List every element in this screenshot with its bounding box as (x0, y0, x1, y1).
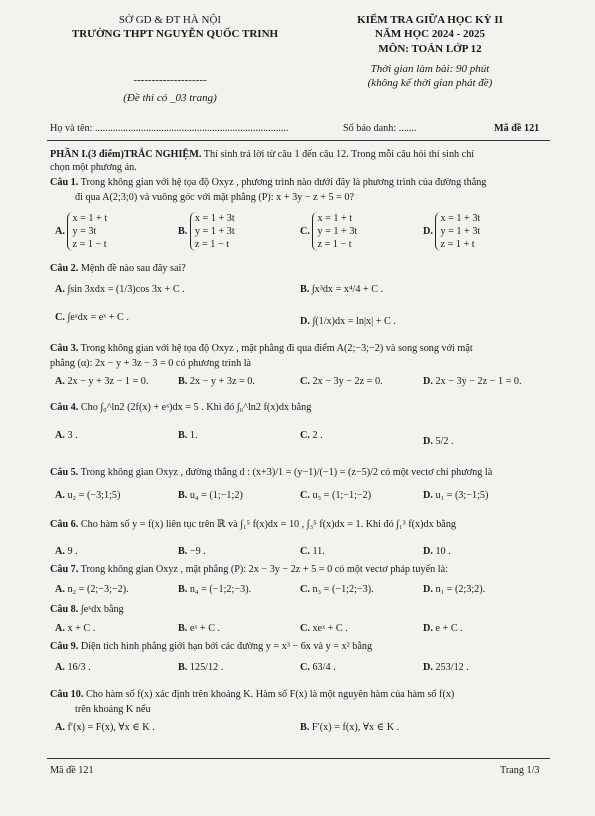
option-label: B. (178, 376, 188, 387)
q2-option-b[interactable] (300, 284, 383, 295)
q3-text-2: phẳng (α): 2x − y + 3z − 3 = 0 có phương trình là (50, 358, 252, 369)
q4-option-c[interactable] (300, 430, 323, 441)
option-label: D. (423, 490, 433, 501)
option-text: ∫x³dx = x⁴/4 + C . (311, 284, 384, 295)
q6-option-b[interactable] (178, 546, 206, 557)
footer-page-number: Trang 1/3 (500, 765, 540, 776)
option-label: D. (423, 623, 433, 634)
option-text: 9 . (67, 546, 78, 557)
q5-option-c[interactable] (300, 490, 371, 501)
q4-text: Cho ∫₀^ln2 (2f(x) + eˣ)dx = 5 . Khi đó ∫₀^ln2 f(x)dx bằng (78, 402, 312, 413)
header-dashes: -------------------- (133, 74, 207, 86)
option-label: C. (300, 430, 310, 441)
q10-text-2: trên khoảng K nếu (75, 704, 151, 715)
option-label: B. (178, 662, 188, 673)
eq-line: y = 1 + 3t (317, 226, 358, 237)
option-label: D. (423, 662, 433, 673)
option-text: 1. (189, 430, 198, 441)
pages-note: (Đề thi có _03 trang) (123, 92, 217, 104)
q1-option-d[interactable] (423, 212, 480, 251)
q3-option-b[interactable] (178, 376, 255, 387)
option-text: u₃ = (1;−1;−2) (312, 490, 372, 501)
question-3 (50, 342, 473, 355)
q8-number: Câu 8. (50, 604, 79, 615)
equation-system (435, 212, 480, 251)
q6-option-c[interactable] (300, 546, 325, 557)
equation-system (190, 212, 235, 251)
option-text: n₄ = (−1;2;−3). (189, 584, 252, 595)
option-label: B. (178, 623, 188, 634)
option-text: f′(x) = F(x), ∀x ∈ K . (67, 722, 155, 733)
q7-option-c[interactable] (300, 584, 374, 595)
option-label: D. (423, 436, 433, 447)
q9-text: Diện tích hình phẳng giới hạn bởi các đường y = x³ − 6x và y = x² bằng (78, 641, 373, 652)
q2-text: Mệnh đề nào sau đây sai? (78, 263, 186, 274)
q8-option-b[interactable] (178, 623, 220, 634)
option-text: 63/4 . (312, 662, 336, 673)
q4-option-d[interactable] (423, 436, 454, 447)
q10-text: Cho hàm số f(x) xác định trên khoảng K. Hàm số F(x) là một nguyên hàm của hàm số f(x) (83, 689, 455, 700)
q3-text: Trong không gian với hệ tọa độ Oxyz , mặt phẳng đi qua điểm A(2;−3;−2) và song song với mặt (78, 343, 473, 354)
option-label: A. (55, 430, 65, 441)
eq-line: y = 1 + 3t (194, 226, 235, 237)
option-text: −9 . (189, 546, 206, 557)
school-name: TRƯỜNG THPT NGUYỄN QUỐC TRINH (71, 28, 279, 40)
option-label: C. (300, 662, 310, 673)
q5-text: Trong không gian Oxyz , đường thẳng d : (x+3)/1 = (y−1)/(−1) = (z−5)/2 có một vectơ chỉ phương là (78, 467, 493, 478)
question-6 (50, 518, 456, 531)
q1-option-c[interactable] (300, 212, 357, 251)
q2-option-d[interactable] (300, 316, 396, 327)
exam-title: KIỂM TRA GIỮA HỌC KỲ II (357, 14, 503, 26)
option-text: 11. (312, 546, 325, 557)
q2-option-c[interactable] (55, 312, 129, 323)
option-text: 5/2 . (435, 436, 454, 447)
option-label: C. (300, 376, 310, 387)
question-1 (50, 176, 486, 189)
time-note: (không kể thời gian phát đề) (367, 77, 493, 89)
q7-option-a[interactable] (55, 584, 129, 595)
option-text: 2x − y + 3z = 0. (189, 376, 255, 387)
option-label: C. (300, 225, 310, 237)
option-label: A. (55, 225, 65, 237)
eq-line: y = 1 + 3t (440, 226, 481, 237)
option-label: B. (178, 546, 188, 557)
option-text: 3 . (67, 430, 78, 441)
q2-option-a[interactable] (55, 284, 185, 295)
section-instr-2: chọn một phương án. (50, 162, 137, 173)
option-text: u₁ = (3;−1;5) (435, 490, 489, 501)
question-2 (50, 262, 186, 275)
equation-system (312, 212, 357, 251)
option-text: 2x − 3y − 2z = 0. (312, 376, 383, 387)
question-9 (50, 640, 372, 653)
q9-number: Câu 9. (50, 641, 79, 652)
q8-option-a[interactable] (55, 623, 95, 634)
q3-option-a[interactable] (55, 376, 148, 387)
q4-number: Câu 4. (50, 402, 79, 413)
option-label: D. (423, 546, 433, 557)
question-8 (50, 603, 124, 616)
option-text: e + C . (435, 623, 463, 634)
subject: MÔN: TOÁN LỚP 12 (378, 43, 482, 55)
time-limit: Thời gian làm bài: 90 phút (370, 63, 490, 75)
option-label: A. (55, 284, 65, 295)
department-name: SỞ GD & ĐT HÀ NỘI (118, 14, 222, 26)
option-text: x + C . (67, 623, 96, 634)
question-5 (50, 466, 492, 479)
section-title: PHẦN I.(3 điểm)TRẮC NGHIỆM. (50, 149, 202, 160)
question-10 (50, 688, 454, 701)
option-text: n₃ = (−1;2;−3). (312, 584, 374, 595)
eq-line: z = 1 − t (72, 239, 107, 250)
option-label: A. (55, 490, 65, 501)
q10-number: Câu 10. (50, 689, 84, 700)
option-text: 2 . (312, 430, 323, 441)
student-name-field: Họ và tên: ............................................................................ (50, 123, 289, 134)
q1-option-b[interactable] (178, 212, 235, 251)
option-label: B. (178, 225, 188, 237)
eq-line: z = 1 − t (194, 239, 230, 250)
option-label: B. (300, 722, 310, 733)
option-text: xeˣ + C . (312, 623, 348, 634)
question-4 (50, 401, 311, 414)
q1-text: Trong không gian với hệ tọa độ Oxyz , phương trình nào dưới đây là phương trình của đường thẳng (78, 177, 487, 188)
option-text: u₂ = (−3;1;5) (67, 490, 121, 501)
q7-number: Câu 7. (50, 564, 79, 575)
option-text: u₄ = (1;−1;2) (189, 490, 243, 501)
option-label: D. (300, 316, 310, 327)
eq-line: z = 1 − t (317, 239, 352, 250)
option-text: ∫sin 3xdx = (1/3)cos 3x + C . (67, 284, 185, 295)
q7-text: Trong không gian Oxyz , mặt phẳng (P): 2x − 3y − 2z + 5 = 0 có một vectơ pháp tuyến là: (78, 564, 448, 575)
eq-line: z = 1 + t (440, 239, 475, 250)
eq-line: y = 3t (72, 226, 97, 237)
q6-text: Cho hàm số y = f(x) liên tục trên ℝ và ∫₁⁵ f(x)dx = 10 , ∫₃⁵ f(x)dx = 1. Khi đó ∫₁³ f(x)dx bằng (78, 519, 457, 530)
q6-option-d[interactable] (423, 546, 451, 557)
option-label: A. (55, 623, 65, 634)
q1-number: Câu 1. (50, 177, 79, 188)
footer-exam-code: Mã đề 121 (50, 765, 94, 776)
option-label: A. (55, 722, 65, 733)
option-text: 10 . (435, 546, 451, 557)
q6-option-a[interactable] (55, 546, 78, 557)
option-label: A. (55, 662, 65, 673)
option-text: 125/12 . (189, 662, 224, 673)
option-label: B. (178, 490, 188, 501)
option-label: A. (55, 376, 65, 387)
option-label: B. (300, 284, 310, 295)
q5-option-d[interactable] (423, 490, 488, 501)
option-label: C. (55, 312, 65, 323)
q1-text-2: đi qua A(2;3;0) và vuông góc với mặt phẳng (P): x + 3y − z + 5 = 0? (75, 192, 355, 203)
q6-number: Câu 6. (50, 519, 79, 530)
q4-option-a[interactable] (55, 430, 78, 441)
q7-option-b[interactable] (178, 584, 251, 595)
exam-code: Mã đề 121 (494, 123, 540, 134)
equation-system (67, 212, 107, 251)
q5-number: Câu 5. (50, 467, 79, 478)
option-label: A. (55, 584, 65, 595)
option-label: B. (178, 430, 188, 441)
q8-text: ∫eˣdx bằng (78, 604, 124, 615)
header-divider (47, 140, 550, 141)
footer-divider (47, 758, 550, 759)
q5-option-b[interactable] (178, 490, 243, 501)
option-text: ∫(1/x)dx = ln|x| + C . (312, 316, 396, 327)
section-instructions (50, 148, 474, 161)
q3-option-c[interactable] (300, 376, 383, 387)
eq-line: x = 1 + t (317, 213, 353, 224)
eq-line: x = 1 + 3t (440, 213, 481, 224)
q2-number: Câu 2. (50, 263, 79, 274)
q9-option-d[interactable] (423, 662, 469, 673)
q9-option-a[interactable] (55, 662, 91, 673)
option-text: 16/3 . (67, 662, 91, 673)
section-instr-1: Thí sinh trả lời từ câu 1 đến câu 12. Trong mỗi câu hỏi thí sinh chỉ (201, 149, 475, 160)
q3-option-d[interactable] (423, 376, 522, 387)
q3-number: Câu 3. (50, 343, 79, 354)
q9-option-c[interactable] (300, 662, 336, 673)
school-year: NĂM HỌC 2024 - 2025 (375, 28, 485, 40)
option-text: 253/12 . (435, 662, 469, 673)
option-text: n₁ = (2;3;2). (435, 584, 486, 595)
option-text: eˣ + C . (189, 623, 221, 634)
q10-option-b[interactable] (300, 722, 399, 733)
student-id-field: Số báo danh: ....... (343, 123, 417, 134)
option-text: F′(x) = f(x), ∀x ∈ K . (311, 722, 400, 733)
option-text: 2x − y + 3z − 1 = 0. (67, 376, 149, 387)
q7-option-d[interactable] (423, 584, 485, 595)
q10-option-a[interactable] (55, 722, 155, 733)
option-label: C. (300, 546, 310, 557)
option-label: D. (423, 376, 433, 387)
option-label: D. (423, 584, 433, 595)
option-text: n₂ = (2;−3;−2). (67, 584, 129, 595)
q8-option-d[interactable] (423, 623, 463, 634)
q8-option-c[interactable] (300, 623, 348, 634)
option-label: C. (300, 623, 310, 634)
eq-line: x = 1 + t (72, 213, 108, 224)
option-text: ∫eˣdx = eˣ + C . (67, 312, 129, 323)
option-label: C. (300, 584, 310, 595)
q1-option-a[interactable] (55, 212, 107, 251)
question-7 (50, 563, 448, 576)
option-label: D. (423, 225, 433, 237)
option-text: 2x − 3y − 2z − 1 = 0. (435, 376, 522, 387)
eq-line: x = 1 + 3t (194, 213, 235, 224)
q5-option-a[interactable] (55, 490, 120, 501)
option-label: A. (55, 546, 65, 557)
option-label: C. (300, 490, 310, 501)
q4-option-b[interactable] (178, 430, 198, 441)
q9-option-b[interactable] (178, 662, 223, 673)
option-label: B. (178, 584, 188, 595)
